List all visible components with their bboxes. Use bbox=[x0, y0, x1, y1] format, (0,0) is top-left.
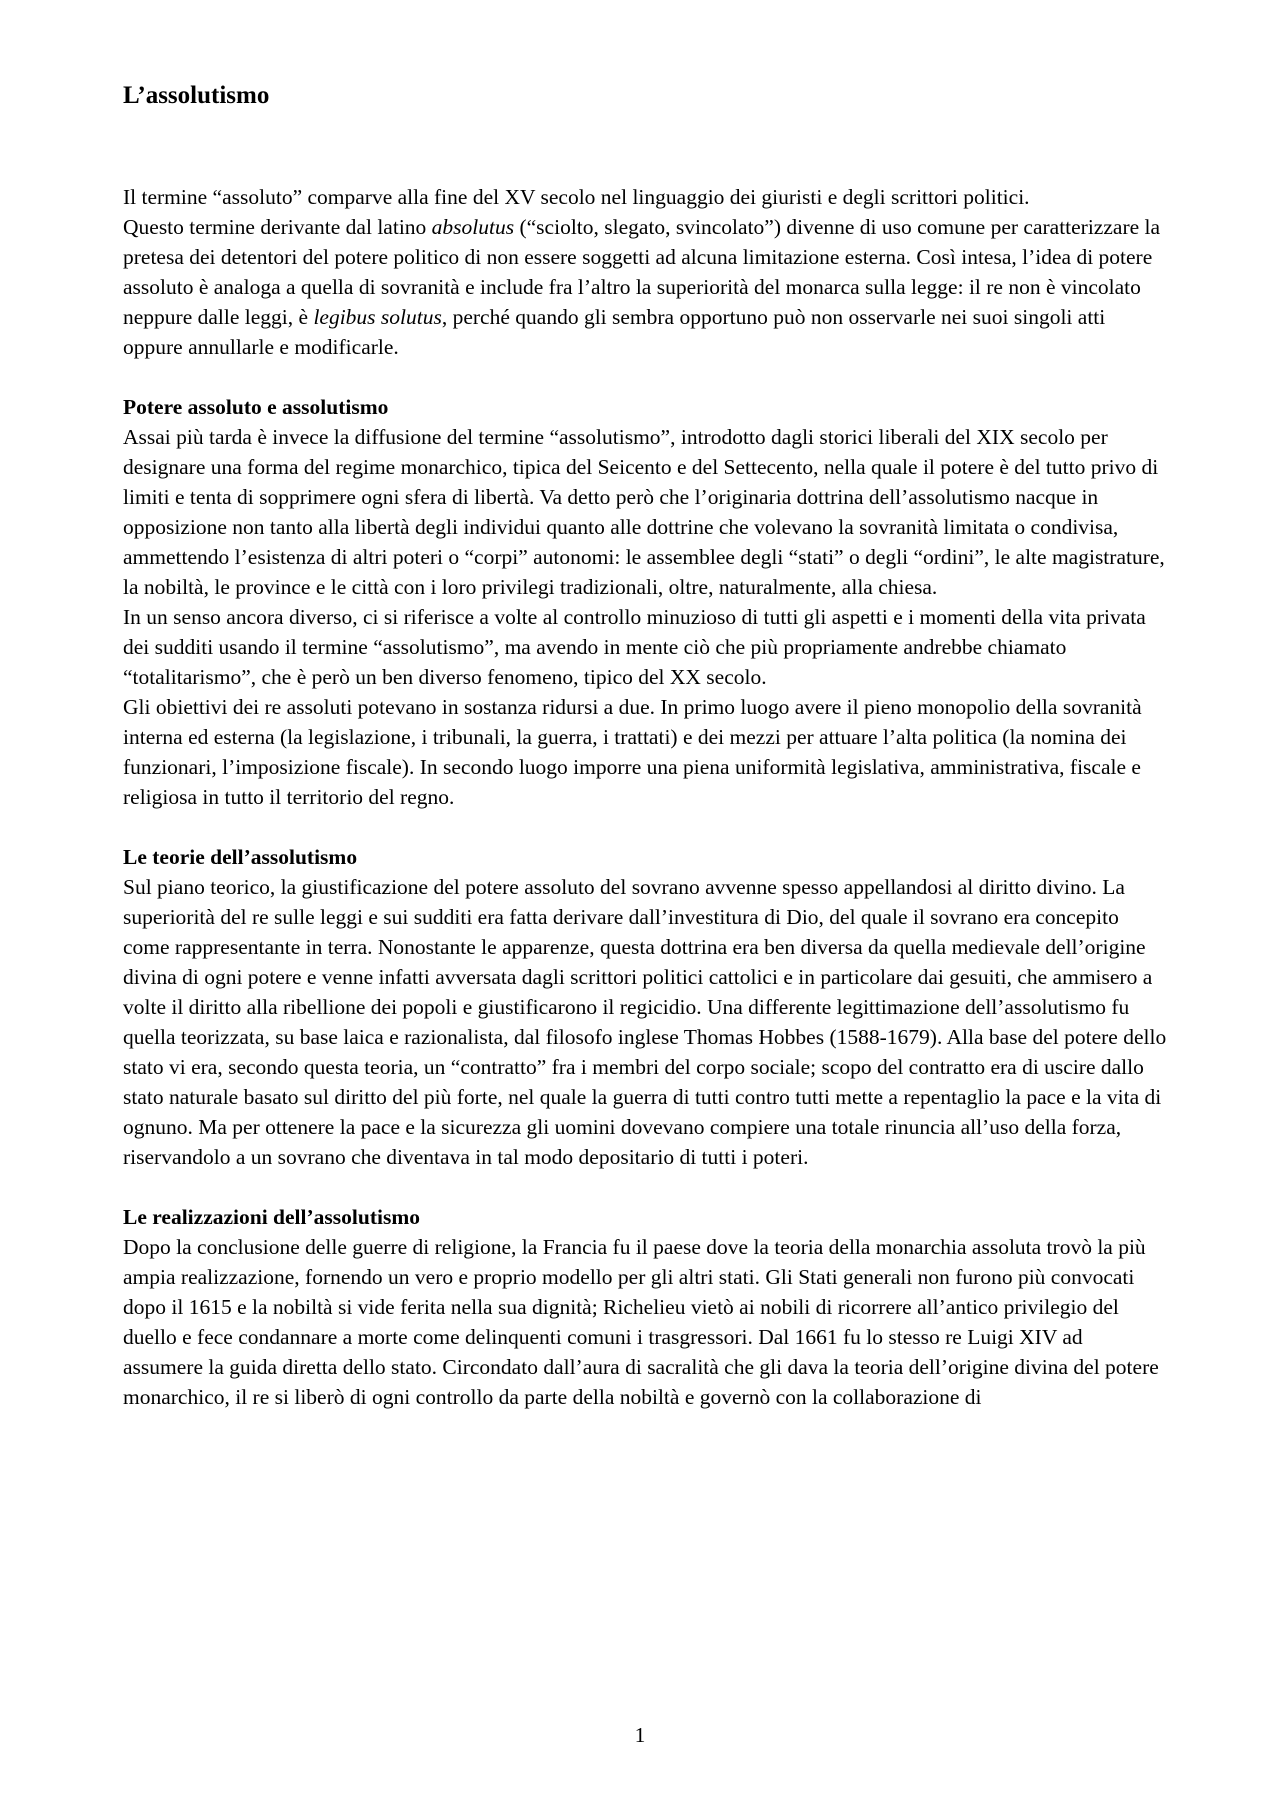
text-run: (“sciolto, slegato, svincolato”) divenne di uso comune per caratterizzare la pretesa dei detentori del potere politico di non essere soggetti ad alcuna limitazione esterna. Così intesa, l’idea di potere assoluto è analoga a quella di sovranità e include fra l’altro la superiorità del monarca sulla legge: il re non è vincolato neppure dalle leggi, è bbox=[123, 215, 1161, 329]
paragraph-gap bbox=[123, 1172, 1168, 1202]
document-title: L’assolutismo bbox=[123, 82, 270, 109]
text-run: Questo termine derivante dal latino bbox=[123, 215, 432, 239]
intro-paragraph-2 bbox=[123, 212, 1168, 362]
italic-term-absolutus: absolutus bbox=[431, 215, 515, 239]
paragraph-gap bbox=[123, 362, 1168, 392]
intro-paragraph-1: Il termine “assoluto” comparve alla fine del XV secolo nel linguaggio dei giuristi e degli scrittori politici. bbox=[123, 185, 1030, 209]
text-run: , perché quando gli sembra opportuno può non osservarle nei suoi singoli atti oppure annullarle e modificarle. bbox=[123, 305, 1106, 359]
section3-paragraph-1: Dopo la conclusione delle guerre di religione, la Francia fu il paese dove la teoria della monarchia assoluta trovò la più ampia realizzazione, fornendo un vero e proprio modello per gli altri stati. Gli Stati generali non furono più convocati dopo il 1615 e la nobiltà si vide ferita nella sua dignità; Richelieu vietò ai nobili di ricorrere all’antico privilegio del duello e fece condannare a morte come delinquenti comuni i trasgressori. Dal 1661 fu lo stesso re Luigi XIV ad assumere la guida diretta dello stato. Circondato dall’aura di sacralità che gli dava la teoria dell’origine divina del potere monarchico, il re si liberò di ogni controllo da parte della nobiltà e governò con la collaborazione di bbox=[123, 1235, 1159, 1409]
section-heading-teorie: Le teorie dell’assolutismo bbox=[123, 845, 358, 869]
document-page bbox=[123, 80, 1168, 1412]
section1-paragraph-2: In un senso ancora diverso, ci si riferisce a volte al controllo minuzioso di tutti gli aspetti e i momenti della vita privata dei sudditi usando il termine “assolutismo”, ma avendo in mente ciò che più propriamente andrebbe chiamato “totalitarismo”, che è però un ben diverso fenomeno, tipico del XX secolo. bbox=[123, 605, 1146, 689]
italic-term-legibus-solutus: legibus solutus bbox=[313, 305, 442, 329]
page-number: 1 bbox=[634, 1723, 646, 1747]
section2-paragraph-1: Sul piano teorico, la giustificazione del potere assoluto del sovrano avvenne spesso appellandosi al diritto divino. La superiorità del re sulle leggi e sui sudditi era fatta derivare dall’investitura di Dio, del quale il sovrano era concepito come rappresentante in terra. Nonostante le apparenze, questa dottrina era ben diversa da quella medievale dell’origine divina di ogni potere e venne infatti avversata dagli scrittori politici cattolici e in particolare dai gesuiti, che ammisero a volte il diritto alla ribellione dei popoli e giustificarono il regicidio. Una differente legittimazione dell’assolutismo fu quella teorizzata, su base laica e razionalista, dal filosofo inglese Thomas Hobbes (1588-1679). Alla base del potere dello stato vi era, secondo questa teoria, un “contratto” fra i membri del corpo sociale; scopo del contratto era di uscire dallo stato naturale basato sul diritto del più forte, nel quale la guerra di tutti contro tutti mette a repentaglio la pace e la vita di ognuno. Ma per ottenere la pace e la sicurezza gli uomini dovevano compiere una totale rinuncia all’uso della forza, riservandolo a un sovrano che diventava in tal modo depositario di tutti i poteri. bbox=[123, 875, 1167, 1169]
paragraph-gap bbox=[123, 812, 1168, 842]
section1-paragraph-1: Assai più tarda è invece la diffusione del termine “assolutismo”, introdotto dagli storici liberali del XIX secolo per designare una forma del regime monarchico, tipica del Seicento e del Settecento, nella quale il potere è del tutto privo di limiti e tenta di sopprimere ogni sfera di libertà. Va detto però che l’originaria dottrina dell’assolutismo nacque in opposizione non tanto alla libertà degli individui quanto alle dottrine che volevano la sovranità limitata o condivisa, ammettendo l’esistenza di altri poteri o “corpi” autonomi: le assemblee degli “stati” o degli “ordini”, le alte magistrature, la nobiltà, le province e le città con i loro privilegi tradizionali, oltre, naturalmente, alla chiesa. bbox=[123, 425, 1165, 599]
section-heading-potere-assoluto: Potere assoluto e assolutismo bbox=[123, 395, 389, 419]
section-heading-realizzazioni: Le realizzazioni dell’assolutismo bbox=[123, 1205, 420, 1229]
section1-paragraph-3: Gli obiettivi dei re assoluti potevano in sostanza ridursi a due. In primo luogo avere il pieno monopolio della sovranità interna ed esterna (la legislazione, i tribunali, la guerra, i trattati) e dei mezzi per attuare l’alta politica (la nomina dei funzionari, l’imposizione fiscale). In secondo luogo imporre una piena uniformità legislativa, amministrativa, fiscale e religiosa in tutto il territorio del regno. bbox=[123, 695, 1142, 809]
